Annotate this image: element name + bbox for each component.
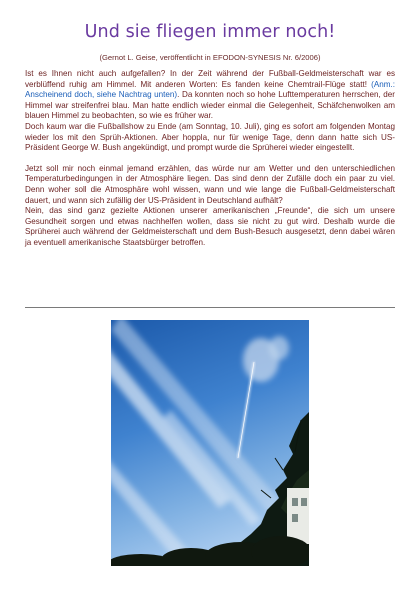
paragraph-3: Jetzt soll mir noch einmal jemand erzählen, das würde nur am Wetter und den unterschiedlichen Temperaturbedingungen in der Atmosphäre liegen. Das sind denn der Zufälle doch ein paar zu viel. Denn woher soll die Atmosphäre wohl wissen, wann und wie lange die Fußball-Geldmeisterschaft dauert, und wann sich zufällig der US-Präsident in Deutschland aufhält? [25,163,395,205]
paragraph-1 [25,69,395,122]
sky-contrail-photo [111,320,309,566]
paragraph-4: Nein, das sind ganz gezielte Aktionen unserer amerikanischen „Freunde“, die sich um unsere Gesundheit sorgen und etwas nachhelfen wollen, dass sie nicht zu gut wird. Deshalb wurde die Sprüherei auch während der Geldmeisterschaft und dem Bush-Besuch ausgesetzt, denn dabei wären ja eventuell amerikanische Staatsbürger betroffen. [25,206,395,247]
page-title: Und sie fliegen immer noch! [84,22,336,42]
paragraph-2: Doch kaum war die Fußballshow zu Ende (am Sonntag, 10. Juli), ging es sofort am folgenden Montag wieder los mit den Sprüh-Aktionen. Aber hoppla, nur für wenige Tage, denn dann hatte sich US-Präsident George W. Bush angekündigt, und prompt wurde die Sprüherei wieder eingestellt. [25,121,395,153]
note-link[interactable]: (Anm.: Anscheinend doch, siehe Nachtrag unten) [25,79,395,100]
sky-photo-image [111,320,309,566]
article-body [25,69,395,249]
paragraph-1-text-b: . Da konnten noch so hohe Lufttemperaturen herrschen, der Himmel war streifenfrei blau. Man hatte endlich wieder einmal die Gelegenheit, Schäfchenwolken am blauen Himmel zu beobachten, so wie es früher war. [25,90,396,121]
divider-line [25,307,395,308]
byline: (Gernot L. Geise, veröffentlicht in EFODON-SYNESIS Nr. 6/2006) [99,53,321,62]
paragraph-1-text-a: Ist es Ihnen nicht auch aufgefallen? In der Zeit während der Fußball-Geldmeisterschaft war es verblüffend ruhig am Himmel. Mit anderen Worten: Es fanden keine Chemtrail-Flüge statt! [25,69,395,89]
